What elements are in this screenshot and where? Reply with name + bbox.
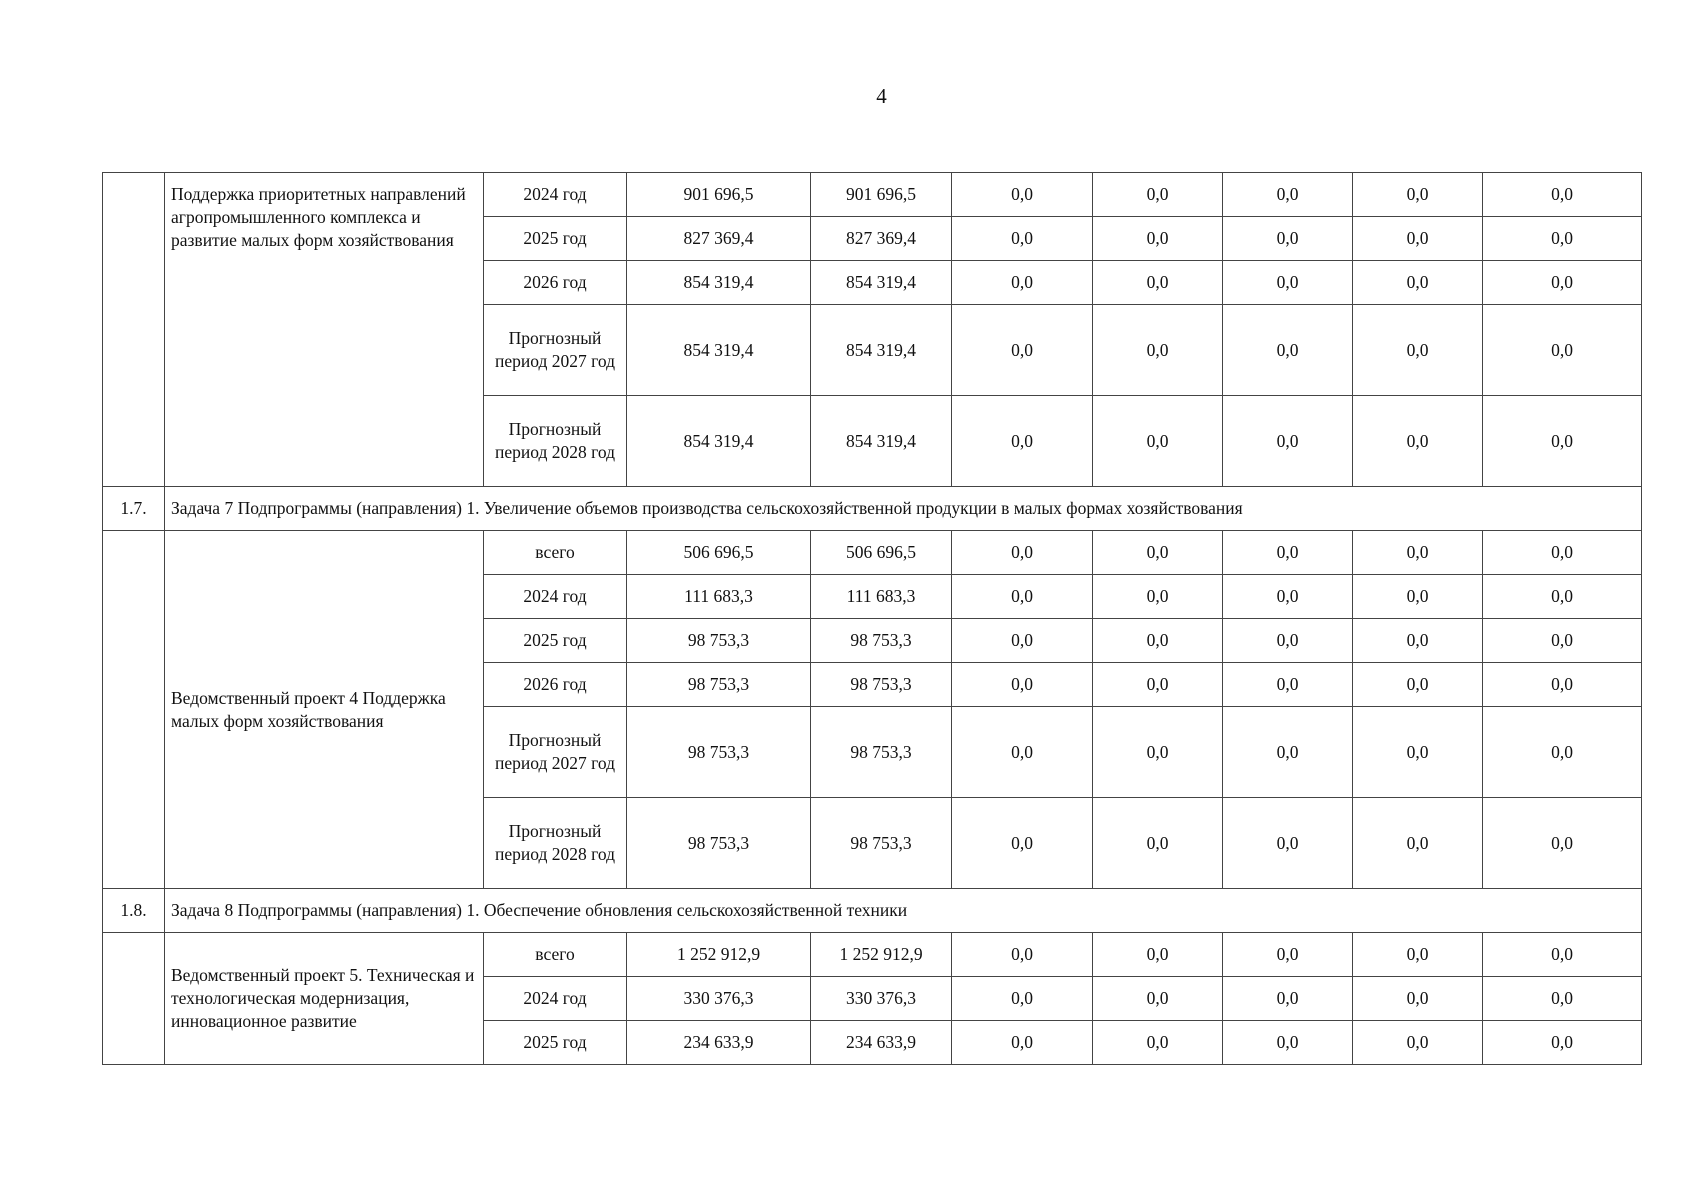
value-cell: 1 252 912,9 — [811, 933, 952, 977]
task-index: 1.7. — [103, 487, 165, 531]
value-cell: 0,0 — [952, 663, 1093, 707]
value-cell: 0,0 — [1483, 531, 1642, 575]
item-name-cell: Ведомственный проект 5. Техническая и технологическая модернизация, инновационное развитие — [165, 933, 484, 1065]
value-cell: 0,0 — [1223, 261, 1353, 305]
value-cell: 0,0 — [952, 531, 1093, 575]
value-cell: 0,0 — [952, 1021, 1093, 1065]
value-cell: 0,0 — [1353, 261, 1483, 305]
period-cell: всего — [484, 933, 627, 977]
value-cell: 901 696,5 — [627, 173, 811, 217]
value-cell: 0,0 — [1353, 933, 1483, 977]
period-cell: Прогнозный период 2027 год — [484, 305, 627, 396]
value-cell: 0,0 — [1353, 173, 1483, 217]
value-cell: 0,0 — [952, 396, 1093, 487]
value-cell: 0,0 — [952, 217, 1093, 261]
value-cell: 0,0 — [1483, 977, 1642, 1021]
value-cell: 901 696,5 — [811, 173, 952, 217]
value-cell: 330 376,3 — [811, 977, 952, 1021]
value-cell: 0,0 — [952, 977, 1093, 1021]
value-cell: 0,0 — [952, 305, 1093, 396]
period-cell: 2025 год — [484, 619, 627, 663]
value-cell: 98 753,3 — [627, 798, 811, 889]
period-cell: Прогнозный период 2028 год — [484, 396, 627, 487]
period-cell: всего — [484, 531, 627, 575]
task-index: 1.8. — [103, 889, 165, 933]
value-cell: 0,0 — [1093, 977, 1223, 1021]
period-cell: 2024 год — [484, 575, 627, 619]
period-cell: Прогнозный период 2027 год — [484, 707, 627, 798]
value-cell: 98 753,3 — [627, 663, 811, 707]
value-cell: 0,0 — [1223, 396, 1353, 487]
value-cell: 0,0 — [1483, 217, 1642, 261]
value-cell: 0,0 — [1093, 396, 1223, 487]
value-cell: 0,0 — [1093, 575, 1223, 619]
value-cell: 0,0 — [1223, 619, 1353, 663]
item-name-cell: Ведомственный проект 4 Поддержка малых форм хозяйствования — [165, 531, 484, 889]
value-cell: 827 369,4 — [627, 217, 811, 261]
value-cell: 0,0 — [952, 173, 1093, 217]
value-cell: 98 753,3 — [627, 707, 811, 798]
item-name-cell: Поддержка приоритетных направлений агропромышленного комплекса и развитие малых форм хозяйствования — [165, 173, 484, 487]
value-cell: 0,0 — [952, 933, 1093, 977]
period-cell: 2026 год — [484, 663, 627, 707]
value-cell: 0,0 — [1223, 933, 1353, 977]
value-cell: 854 319,4 — [627, 396, 811, 487]
period-cell: 2025 год — [484, 217, 627, 261]
period-cell: 2024 год — [484, 977, 627, 1021]
value-cell: 0,0 — [1223, 217, 1353, 261]
budget-table-body — [103, 173, 1642, 1065]
value-cell: 98 753,3 — [627, 619, 811, 663]
value-cell: 1 252 912,9 — [627, 933, 811, 977]
table-row — [103, 173, 1642, 217]
value-cell: 854 319,4 — [627, 305, 811, 396]
value-cell: 854 319,4 — [627, 261, 811, 305]
value-cell: 0,0 — [1093, 663, 1223, 707]
value-cell: 0,0 — [952, 619, 1093, 663]
value-cell: 0,0 — [1093, 217, 1223, 261]
period-cell: 2026 год — [484, 261, 627, 305]
value-cell: 330 376,3 — [627, 977, 811, 1021]
value-cell: 0,0 — [1353, 396, 1483, 487]
value-cell: 827 369,4 — [811, 217, 952, 261]
value-cell: 0,0 — [1223, 173, 1353, 217]
value-cell: 0,0 — [1353, 977, 1483, 1021]
value-cell: 0,0 — [1353, 531, 1483, 575]
value-cell: 0,0 — [1353, 619, 1483, 663]
value-cell: 0,0 — [1223, 575, 1353, 619]
value-cell: 0,0 — [1093, 261, 1223, 305]
value-cell: 0,0 — [1093, 933, 1223, 977]
task-title: Задача 8 Подпрограммы (направления) 1. Обеспечение обновления сельскохозяйственной техники — [165, 889, 1642, 933]
value-cell: 0,0 — [1223, 663, 1353, 707]
value-cell: 506 696,5 — [811, 531, 952, 575]
value-cell: 0,0 — [1223, 531, 1353, 575]
value-cell: 0,0 — [1483, 933, 1642, 977]
value-cell: 0,0 — [1093, 531, 1223, 575]
value-cell: 234 633,9 — [811, 1021, 952, 1065]
value-cell: 0,0 — [1223, 1021, 1353, 1065]
value-cell: 0,0 — [1223, 977, 1353, 1021]
page-number: 4 — [876, 84, 887, 108]
value-cell: 98 753,3 — [811, 619, 952, 663]
value-cell: 0,0 — [952, 575, 1093, 619]
value-cell: 0,0 — [1353, 663, 1483, 707]
value-cell: 0,0 — [1483, 575, 1642, 619]
value-cell: 111 683,3 — [627, 575, 811, 619]
value-cell: 854 319,4 — [811, 396, 952, 487]
value-cell: 98 753,3 — [811, 663, 952, 707]
value-cell: 0,0 — [1093, 173, 1223, 217]
value-cell: 0,0 — [1483, 1021, 1642, 1065]
table-row — [103, 933, 1642, 977]
value-cell: 0,0 — [1483, 798, 1642, 889]
task-row — [103, 889, 1642, 933]
value-cell: 0,0 — [1223, 798, 1353, 889]
task-title: Задача 7 Подпрограммы (направления) 1. Увеличение объемов производства сельскохозяйственной продукции в малых формах хозяйствования — [165, 487, 1642, 531]
value-cell: 0,0 — [1483, 261, 1642, 305]
value-cell: 0,0 — [1483, 173, 1642, 217]
period-cell: Прогнозный период 2028 год — [484, 798, 627, 889]
value-cell: 0,0 — [1093, 707, 1223, 798]
value-cell: 0,0 — [1483, 707, 1642, 798]
value-cell: 0,0 — [1223, 707, 1353, 798]
period-cell: 2025 год — [484, 1021, 627, 1065]
value-cell: 0,0 — [1353, 575, 1483, 619]
index-cell — [103, 531, 165, 889]
value-cell: 234 633,9 — [627, 1021, 811, 1065]
period-cell: 2024 год — [484, 173, 627, 217]
value-cell: 0,0 — [1483, 305, 1642, 396]
value-cell: 854 319,4 — [811, 261, 952, 305]
index-cell — [103, 933, 165, 1065]
value-cell: 0,0 — [1093, 305, 1223, 396]
value-cell: 0,0 — [1483, 619, 1642, 663]
value-cell: 111 683,3 — [811, 575, 952, 619]
value-cell: 0,0 — [1093, 798, 1223, 889]
value-cell: 0,0 — [952, 798, 1093, 889]
value-cell: 506 696,5 — [627, 531, 811, 575]
value-cell: 0,0 — [952, 707, 1093, 798]
value-cell: 0,0 — [1483, 663, 1642, 707]
value-cell: 0,0 — [1093, 619, 1223, 663]
value-cell: 0,0 — [1353, 217, 1483, 261]
value-cell: 0,0 — [1353, 305, 1483, 396]
value-cell: 98 753,3 — [811, 707, 952, 798]
value-cell: 0,0 — [1353, 798, 1483, 889]
value-cell: 0,0 — [1353, 1021, 1483, 1065]
value-cell: 854 319,4 — [811, 305, 952, 396]
table-row — [103, 531, 1642, 575]
value-cell: 0,0 — [1093, 1021, 1223, 1065]
budget-table — [102, 172, 1642, 1065]
value-cell: 0,0 — [952, 261, 1093, 305]
index-cell — [103, 173, 165, 487]
value-cell: 98 753,3 — [811, 798, 952, 889]
task-row — [103, 487, 1642, 531]
value-cell: 0,0 — [1223, 305, 1353, 396]
value-cell: 0,0 — [1353, 707, 1483, 798]
value-cell: 0,0 — [1483, 396, 1642, 487]
